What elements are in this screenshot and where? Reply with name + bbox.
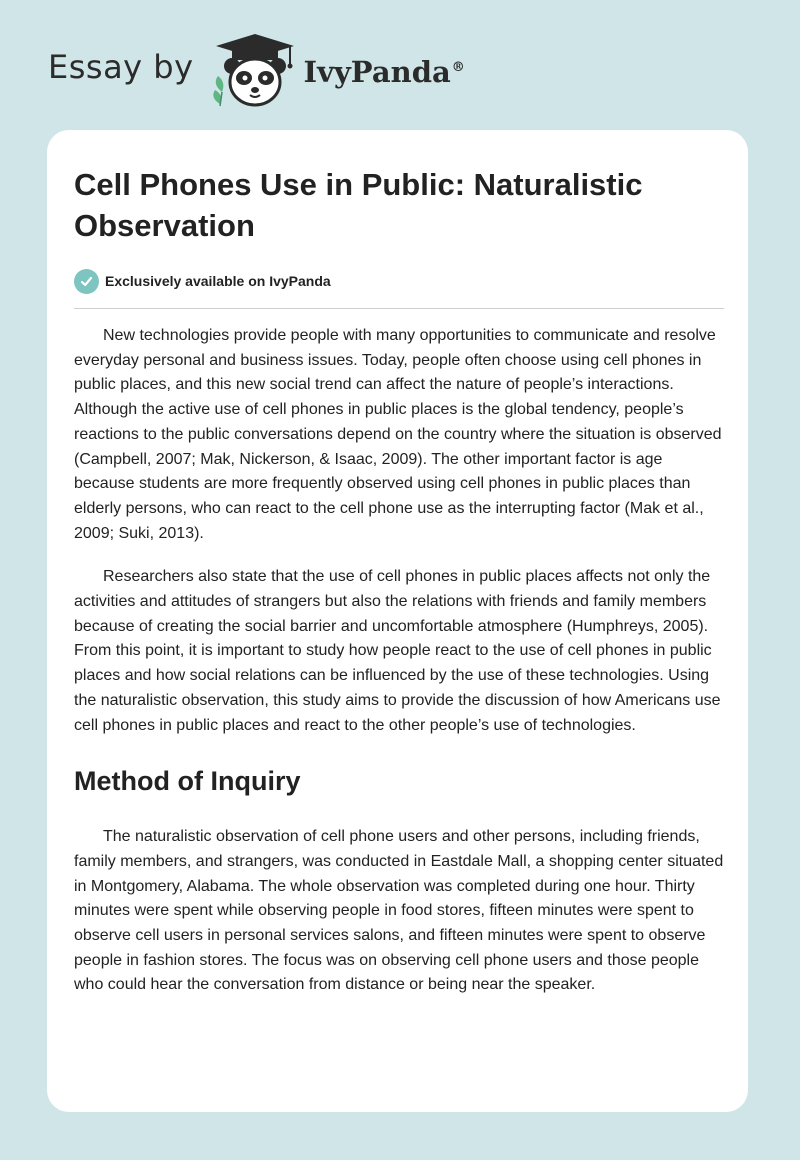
essay-title: Cell Phones Use in Public: Naturalistic Observation (74, 167, 643, 243)
section-heading: Method of Inquiry (74, 766, 301, 797)
brand-header (48, 30, 465, 110)
exclusive-label: Exclusively available on IvyPanda (105, 273, 331, 289)
essay-card (47, 130, 748, 1112)
paragraph: The naturalistic observation of cell phone users and other persons, including friends, family members, and strangers, was conducted in Eastdale Mall, a shopping center situated in Montgomery, Alabama. The whole observation was completed during one hour. Thirty minutes were spent while observing people in food stores, fifteen minutes were spent to observe cell users in personal services salons, and fifteen minutes were spent to observe people in fashion stores. The focus was on observing cell phone users and those people who could hear the conversation from distance or being near the speaker. (74, 828, 724, 994)
paragraph: Researchers also state that the use of cell phones in public places affects not only the activities and attitudes of strangers but also the relations with friends and family members because of creating the social barrier and uncomfortable atmosphere (Humphreys, 2005). From this point, it is important to study how people react to the use of cell phones in public places and how social relations can be influenced by the use of these technologies. Using the naturalistic observation, this study aims to provide the discussion of how Americans use cell phones in public places and react to the other people’s use of technologies. (74, 568, 721, 734)
checkmark-icon (74, 269, 99, 294)
essay-content (74, 164, 724, 998)
exclusive-badge (74, 266, 724, 296)
panda-logo-icon[interactable] (210, 32, 300, 108)
brand-name[interactable]: IvyPanda® (303, 55, 465, 89)
registered-mark: ® (451, 60, 465, 76)
brand-prefix: Essay by (48, 48, 194, 86)
divider (74, 308, 724, 309)
paragraph: New technologies provide people with many opportunities to communicate and resolve everyday personal and business issues. Today, people often choose using cell phones in public places, and this new social trend can affect the nature of people’s interactions. Although the active use of cell phones in public places is the global tendency, people’s reactions to the public conversations depend on the country where the situation is observed (Campbell, 2007; Mak, Nickerson, & Isaac, 2009). The other important factor is age because students are more frequently observed using cell phones in public places than elderly persons, who can react to the cell phone use as the interrupting factor (Mak et al., 2009; Suki, 2013). (74, 327, 722, 542)
